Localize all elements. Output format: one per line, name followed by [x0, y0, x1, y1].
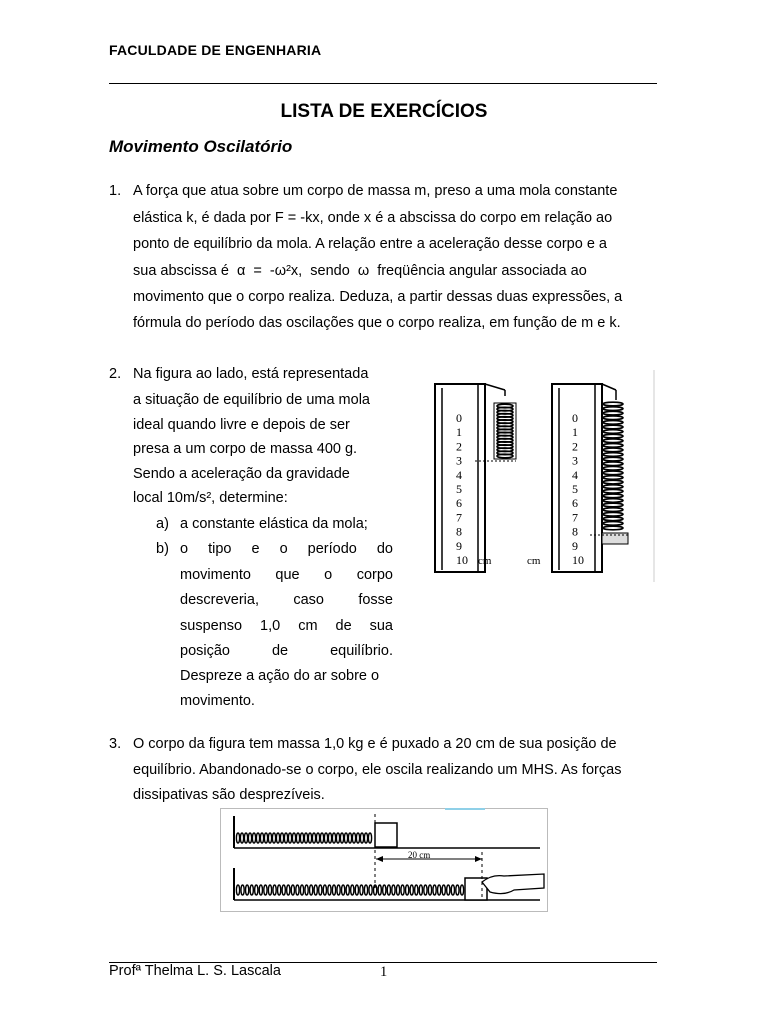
spring-coil — [264, 885, 267, 895]
spring-coil — [451, 885, 454, 895]
spring-coil — [308, 833, 311, 843]
spring-coil — [284, 833, 287, 843]
spring-coil — [288, 833, 291, 843]
spring-coil — [603, 416, 623, 420]
page-title: LISTA DE EXERCÍCIOS — [280, 101, 488, 122]
scale-tick-label: 5 — [456, 482, 462, 496]
spring-coil — [287, 885, 290, 895]
spring-coil — [603, 485, 623, 489]
spring-coil — [291, 885, 294, 895]
spring-coil — [603, 439, 623, 443]
spring-coil — [603, 462, 623, 466]
spring-coil — [360, 885, 363, 895]
spring-coil — [603, 499, 623, 503]
item-b-label: b) — [156, 541, 169, 557]
scale-tick-label: 10 — [572, 553, 584, 567]
spring-coil — [603, 503, 623, 507]
spring-coil — [396, 885, 399, 895]
spring-coil — [603, 425, 623, 429]
spring-coil — [305, 885, 308, 895]
question-2-line-6: local 10m/s², determine: — [133, 490, 288, 506]
spring-coil — [460, 885, 463, 895]
spring-coil — [392, 885, 395, 895]
question-1-line-5: movimento que o corpo realiza. Deduza, a partir dessas duas expressões, a — [133, 289, 623, 305]
spring-coil — [603, 522, 623, 526]
spring-coil — [442, 885, 445, 895]
spring-coil — [603, 411, 623, 415]
spring-coil — [369, 885, 372, 895]
spring-coil — [383, 885, 386, 895]
spring-coil — [314, 885, 317, 895]
spring-coil — [340, 833, 343, 843]
spring-coil — [603, 508, 623, 512]
scale-tick-label: 4 — [456, 467, 462, 482]
institution-header: FACULDADE DE ENGENHARIA — [109, 42, 322, 58]
scale-tick-label: 4 — [572, 467, 578, 482]
spring-coil — [360, 833, 363, 843]
spring-coil — [312, 833, 315, 843]
item-b-line-5: posição de equilíbrio. — [180, 643, 393, 659]
block-equilibrium — [375, 823, 397, 847]
question-2-line-4: presa a um corpo de massa 400 g. — [133, 441, 358, 457]
scale-tick-label: 9 — [456, 538, 462, 553]
spring-coil — [319, 885, 322, 895]
spring-coil — [320, 833, 323, 843]
spring-coil — [268, 885, 271, 895]
spring-coil — [351, 885, 354, 895]
spring-coil — [246, 885, 249, 895]
spring-coil — [603, 457, 623, 461]
spring-coil — [282, 885, 285, 895]
spring-coil — [603, 421, 623, 425]
spring-coil — [278, 885, 281, 895]
spring-coil — [424, 885, 427, 895]
spring-coil — [328, 833, 331, 843]
spring-coil — [250, 885, 253, 895]
spring-coil — [256, 833, 259, 843]
spring-coil — [304, 833, 307, 843]
spring-coil — [332, 833, 335, 843]
spring-coil — [300, 833, 303, 843]
item-b-line-4: suspenso 1,0 cm de sua — [180, 618, 393, 634]
spring-coil — [296, 885, 299, 895]
item-a-label: a) — [156, 516, 169, 532]
spring-coil — [364, 833, 367, 843]
spring-coil — [240, 833, 243, 843]
spring-coil — [603, 444, 623, 448]
spring-coil — [252, 833, 255, 843]
spring-coil — [332, 885, 335, 895]
spring-coil — [603, 476, 623, 480]
spring-coil — [603, 434, 623, 438]
spring-coil — [603, 466, 623, 470]
spring-coil — [259, 885, 262, 895]
spring-coil — [236, 833, 239, 843]
spring-coil — [603, 526, 623, 530]
spring-scale-figure — [420, 370, 655, 582]
spring-coil — [342, 885, 345, 895]
spring-coil — [244, 833, 247, 843]
scale-tick-label: 1 — [456, 425, 462, 440]
question-1-line-1: A força que atua sobre um corpo de massa m, preso a uma mola constante — [133, 183, 618, 199]
question-1-line-2: elástica k, é dada por F = -kx, onde x é a abscissa do corpo em relação ao — [133, 210, 613, 226]
scale-tick-label: 3 — [456, 453, 462, 468]
scale-tick-label: 2 — [456, 439, 462, 454]
spring-coil — [438, 885, 441, 895]
spring-coil — [280, 833, 283, 843]
footer-author: Profª Thelma L. S. Lascala — [109, 963, 281, 979]
spring-coil — [456, 885, 459, 895]
spring-coil — [355, 885, 358, 895]
spring-coil — [428, 885, 431, 895]
spring-coil — [324, 833, 327, 843]
spring-coil — [401, 885, 404, 895]
item-b-line-1: o tipo e o período do — [180, 541, 393, 557]
question-2-number: 2. — [109, 366, 122, 382]
spring-coil — [323, 885, 326, 895]
item-b-line-3: descreveria, caso fosse — [180, 592, 393, 608]
spring-coil — [603, 471, 623, 475]
spring-coil — [368, 833, 371, 843]
spring-coil — [346, 885, 349, 895]
spring-coil — [268, 833, 271, 843]
spring-coil — [378, 885, 381, 895]
spring-coil — [433, 885, 436, 895]
page-number: 1 — [380, 964, 388, 980]
unit-label-left: cm — [478, 555, 492, 567]
spring-coil — [276, 833, 279, 843]
spring-coil — [328, 885, 331, 895]
spring-coil — [447, 885, 450, 895]
spring-coil — [310, 885, 313, 895]
item-b-line-6: Despreze a ação do ar sobre o — [180, 668, 380, 684]
section-subtitle: Movimento Oscilatório — [109, 137, 293, 156]
spring-coil — [419, 885, 422, 895]
scale-tick-label: 8 — [456, 524, 462, 539]
spring-coil — [248, 833, 251, 843]
spring-coil — [603, 407, 623, 411]
unit-label-right: cm — [527, 555, 541, 567]
spring-coil — [348, 833, 351, 843]
question-1-line-6: fórmula do período das oscilações que o corpo realiza, em função de m e k. — [133, 315, 621, 331]
spring-coil — [292, 833, 295, 843]
spring-coil — [236, 885, 239, 895]
spring-coil — [603, 480, 623, 484]
spring-coil — [300, 885, 303, 895]
question-3-line-1: O corpo da figura tem massa 1,0 kg e é puxado a 20 cm de sua posição de — [133, 736, 617, 752]
question-3-line-3: dissipativas são desprezíveis. — [133, 787, 325, 803]
scale-loaded-spring — [527, 384, 630, 572]
question-1-number: 1. — [109, 183, 122, 199]
scale-tick-label: 7 — [572, 510, 578, 525]
question-2-line-3: ideal quando livre e depois de ser — [133, 417, 350, 433]
scale-tick-label: 5 — [572, 482, 578, 496]
question-2-line-2: a situação de equilíbrio de uma mola — [133, 392, 370, 408]
scale-tick-label: 6 — [572, 496, 578, 511]
spring-coil — [415, 885, 418, 895]
question-2-line-5: Sendo a aceleração da gravidade — [133, 466, 350, 482]
spring-coil — [406, 885, 409, 895]
scale-tick-label: 1 — [572, 425, 578, 440]
horizontal-spring-figure — [220, 808, 548, 912]
spring-coil — [337, 885, 340, 895]
scale-tick-label: 9 — [572, 538, 578, 553]
scale-tick-label: 6 — [456, 496, 462, 511]
question-1-line-4: sua abscissa é α = -ω²x, sendo ω freqüência angular associada ao — [133, 263, 587, 279]
spring-coil — [603, 512, 623, 516]
scale-tick-label: 8 — [572, 524, 578, 539]
spring-coil — [272, 833, 275, 843]
question-3-line-2: equilíbrio. Abandonado-se o corpo, ele oscila realizando um MHS. As forças — [133, 762, 622, 778]
spring-coil — [603, 402, 623, 406]
scale-free-spring — [435, 384, 516, 572]
hand-icon — [482, 874, 544, 894]
spring-coil — [260, 833, 263, 843]
spring-coil — [344, 833, 347, 843]
spring-coil — [316, 833, 319, 843]
spring-coil — [603, 494, 623, 498]
spring-coil — [356, 833, 359, 843]
spring-coil — [603, 517, 623, 521]
spring-coil — [255, 885, 258, 895]
spring-coil — [264, 833, 267, 843]
item-a-text: a constante elástica da mola; — [180, 516, 368, 532]
scale-tick-label: 0 — [572, 411, 578, 425]
spring-coil — [603, 489, 623, 493]
spring-coil — [296, 833, 299, 843]
scale-tick-label: 3 — [572, 453, 578, 468]
spring-coil — [387, 885, 390, 895]
item-b-line-7: movimento. — [180, 693, 255, 709]
spring-coil — [603, 430, 623, 434]
distance-label: 20 cm — [408, 850, 431, 860]
scale-tick-label: 7 — [456, 510, 462, 525]
scale-tick-label: 0 — [456, 411, 462, 425]
spring-coil — [603, 448, 623, 452]
scale-tick-label: 2 — [572, 439, 578, 454]
spring-coil — [273, 885, 276, 895]
spring-coil — [336, 833, 339, 843]
question-2-line-1: Na figura ao lado, está representada — [133, 366, 369, 382]
item-b-line-2: movimento que o corpo — [180, 567, 393, 583]
spring-coil — [241, 885, 244, 895]
spring-coil — [603, 453, 623, 457]
spring-coil — [410, 885, 413, 895]
header-divider — [109, 83, 657, 84]
scale-tick-label: 10 — [456, 553, 468, 567]
spring-coil — [352, 833, 355, 843]
question-1-line-3: ponto de equilíbrio da mola. A relação entre a aceleração desse corpo e a — [133, 236, 607, 252]
question-3-number: 3. — [109, 736, 122, 752]
spring-coil — [364, 885, 367, 895]
